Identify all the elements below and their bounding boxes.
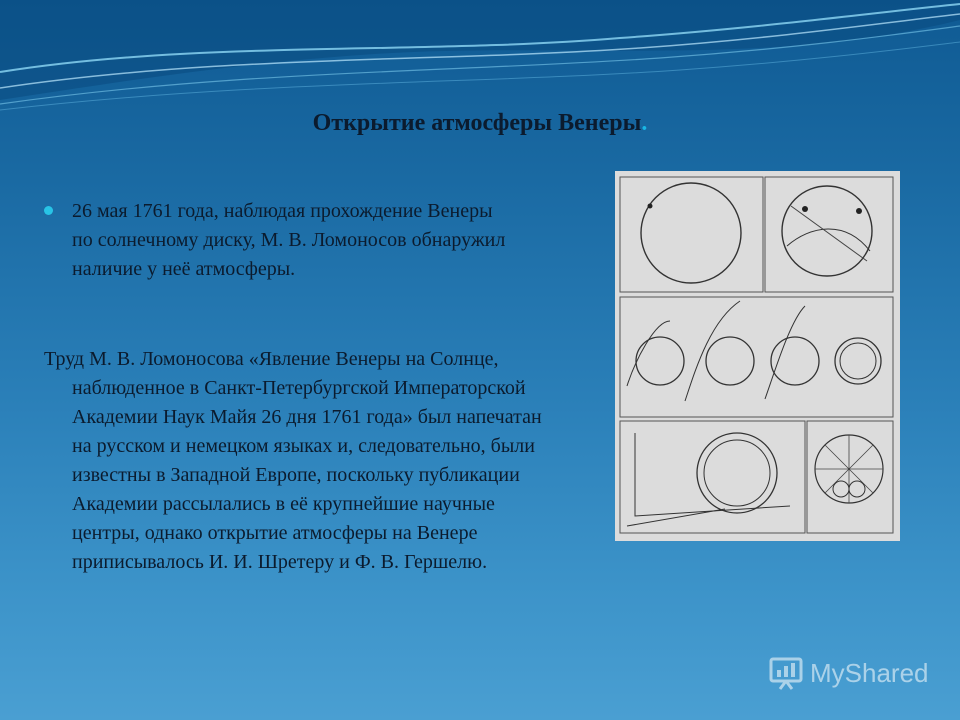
slide-title <box>0 110 960 137</box>
bullet-item <box>44 197 514 284</box>
bullet-dot-icon <box>44 206 53 215</box>
myshared-watermark <box>768 653 929 693</box>
watermark-text: MyShared <box>810 657 929 688</box>
bullet-text: 26 мая 1761 года, наблюдая прохождение Венеры по солнечному диску, М. В. Ломоносов обнаружил наличие у неё атмосферы. <box>72 200 506 280</box>
slide-title-text: Открытие атмосферы Венеры <box>312 110 642 136</box>
presentation-board-icon <box>768 656 804 690</box>
slide-title-dot: . <box>641 110 648 136</box>
venus-transit-drawing <box>615 171 900 541</box>
decorative-waves <box>0 0 960 120</box>
venus-transit-sketch <box>615 171 900 541</box>
body-paragraph: Труд М. В. Ломоносова «Явление Венеры на Солнце, наблюденное в Санкт-Петербургской Императорской Академии Наук Майя 26 дня 1761 года» был напечатан на русском и немецком языках и, следовательно, были известны в Западной Европе, поскольку публикации Академии рассылались в её крупнейшие научные центры, однако открытие атмосферы на Венере приписывалось И. И. Шретеру и Ф. В. Гершелю. <box>44 348 542 573</box>
